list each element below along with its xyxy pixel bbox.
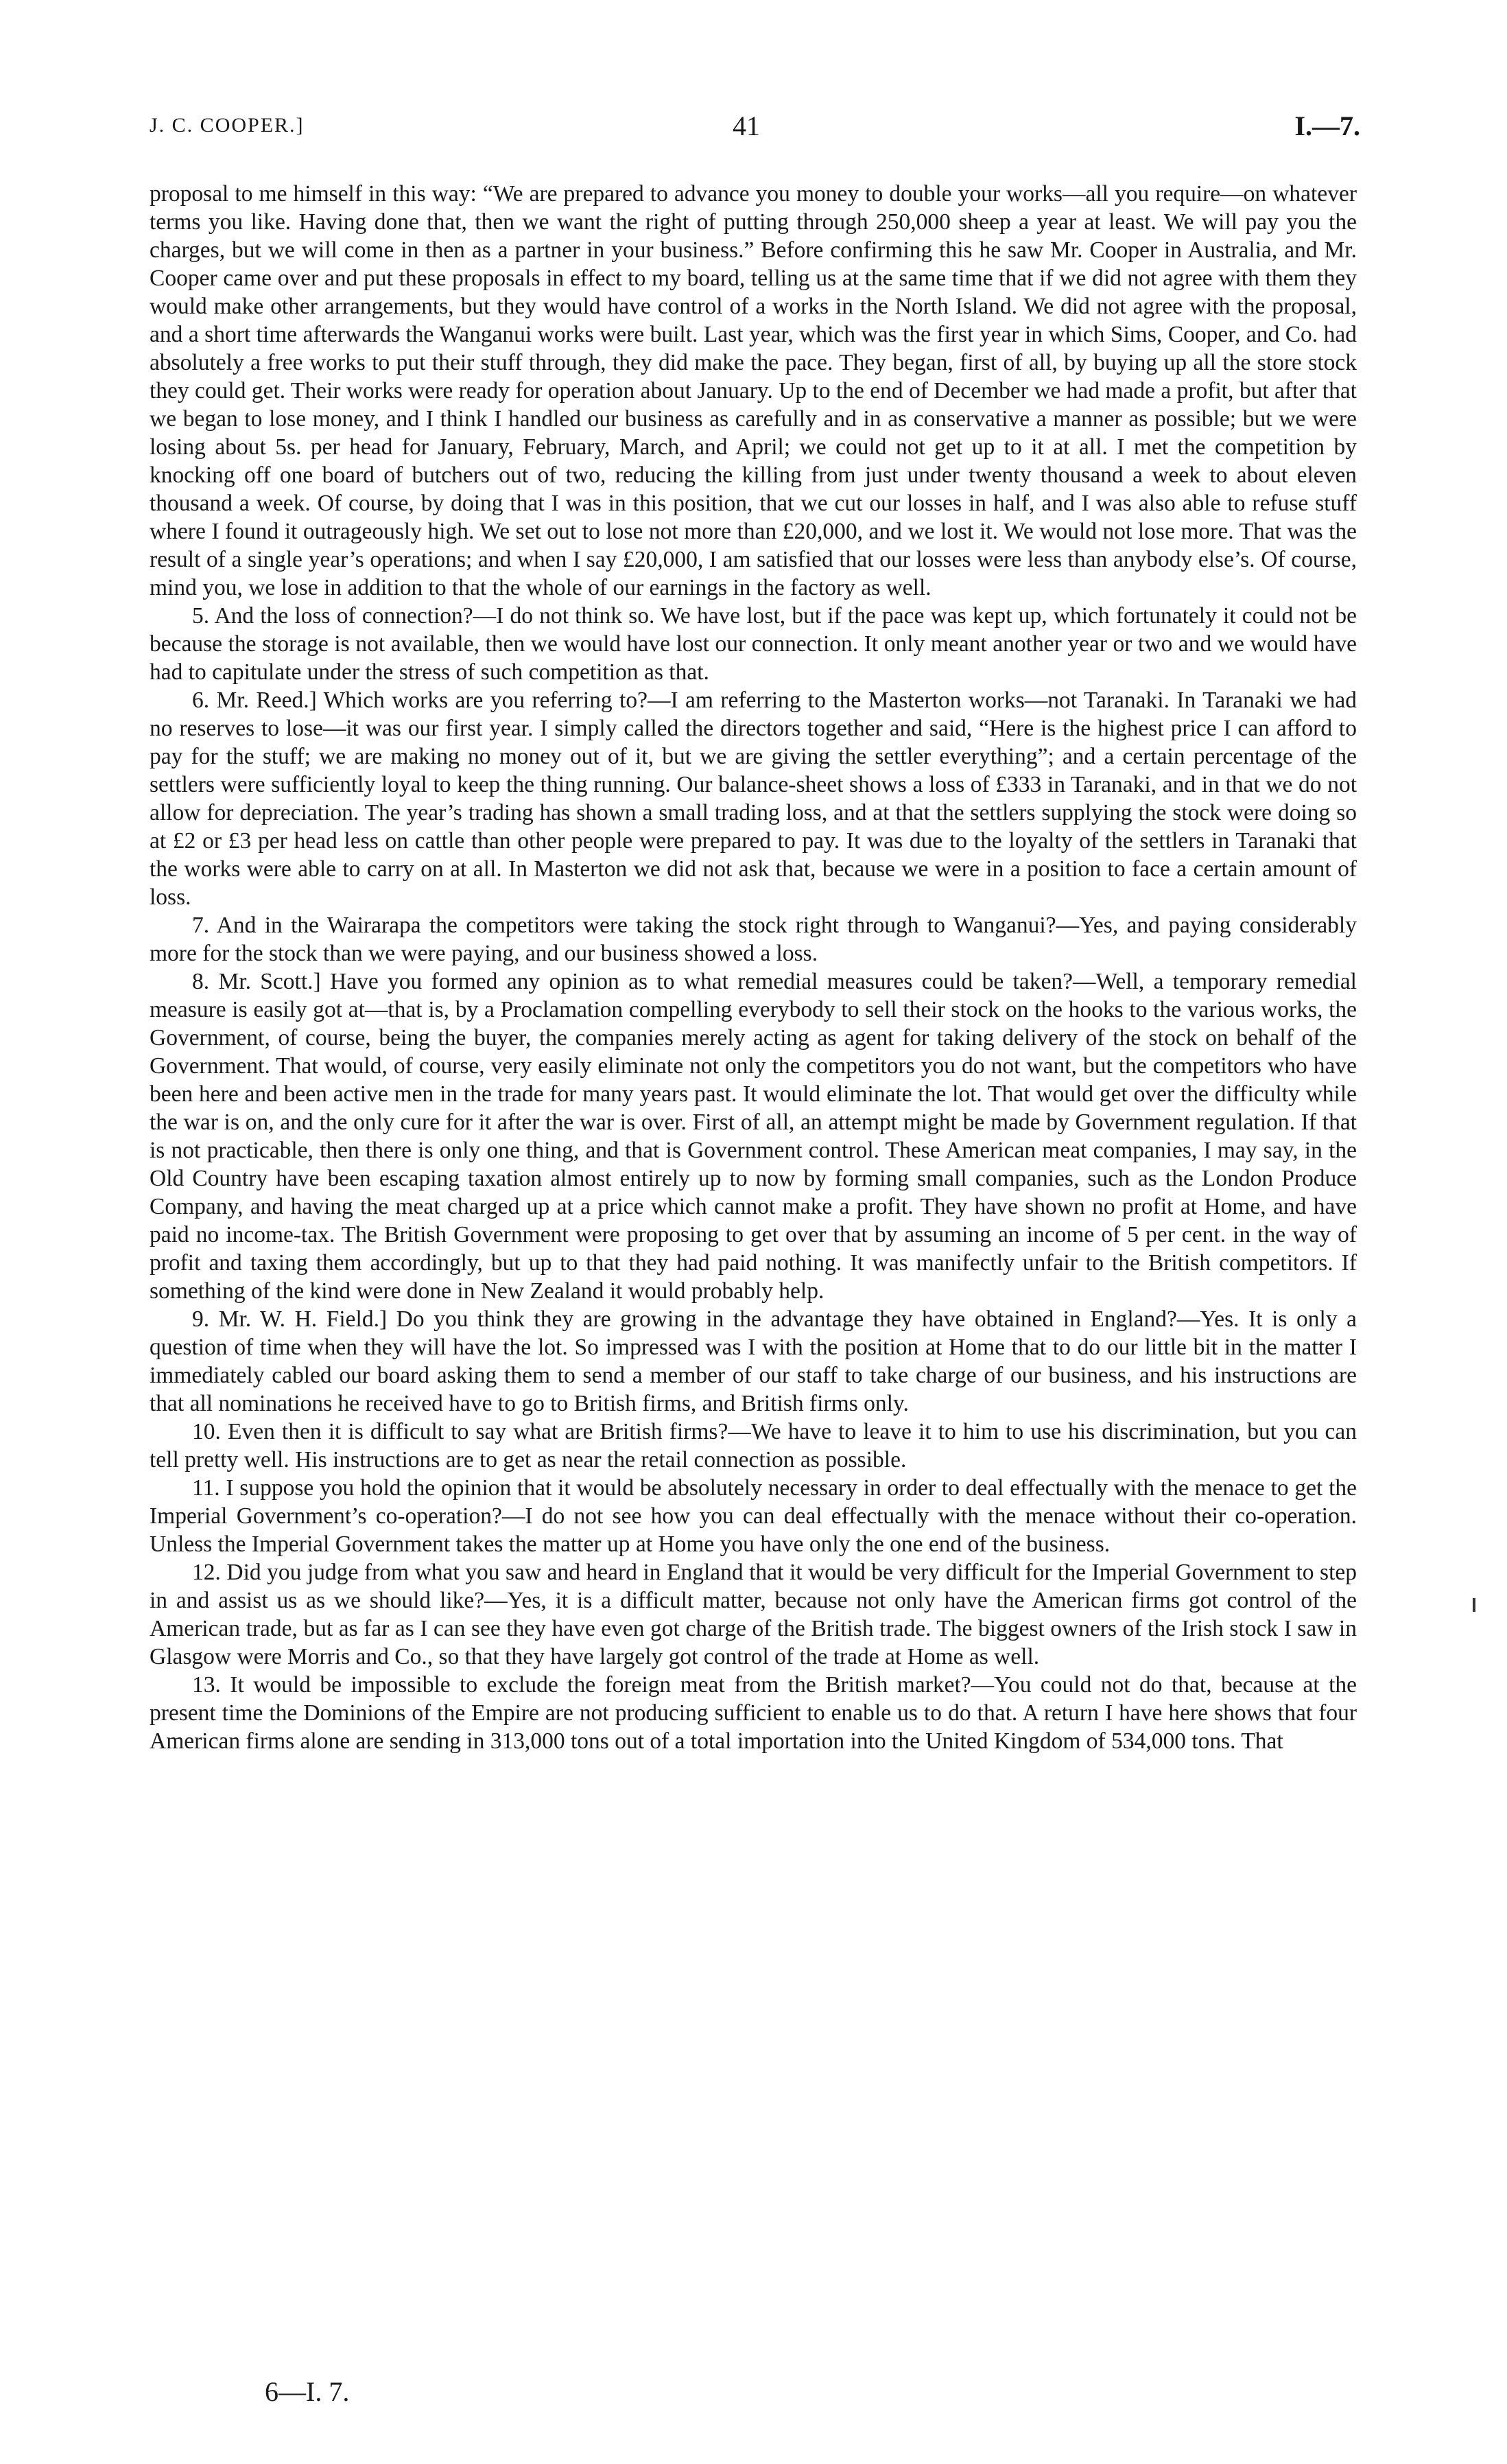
header-paper-ref: I.—7. bbox=[1294, 110, 1360, 141]
margin-mark bbox=[1473, 1598, 1475, 1612]
paragraph-question-5: 5. And the loss of connection?—I do not think so. We have lost, but if the pace was kept up, which fortunately it could not be because the storage is not available, then we would have lost our connection. It only meant another year or two and we would have had to capitulate under the stress of such competition as that. bbox=[150, 603, 1357, 685]
header-page-number: 41 bbox=[733, 110, 760, 141]
paragraph-question-9: 9. Mr. W. H. Field.] Do you think they are growing in the advantage they have obtained in England?—Yes. It is only a question of time when they will have the lot. So impressed was I with the position at Home that to do our little bit in the matter I immediately cabled our board asking them to send a member of our staff to take charge of our business, and his instructions are that all nominations he received have to go to British firms, and British firms only. bbox=[150, 1306, 1357, 1416]
header-witness: J. C. COOPER.] bbox=[150, 114, 305, 137]
body-text bbox=[150, 180, 1357, 1755]
paragraph-question-12: 12. Did you judge from what you saw and heard in England that it would be very difficult for the Imperial Government to step in and assist us as we should like?—Yes, it is a difficult matter, because not only have the American firms got control of the American trade, but as far as I can see they have even got charge of the British trade. The biggest owners of the Irish stock I saw in Glasgow were Morris and Co., so that they have largely got control of the trade at Home as well. bbox=[150, 1560, 1357, 1669]
paragraph-question-10: 10. Even then it is difficult to say what are British firms?—We have to leave it to him to use his discrimination, but you can tell pretty well. His instructions are to get as near the retail connection as possible. bbox=[150, 1419, 1357, 1472]
paragraph-question-7: 7. And in the Wairarapa the competitors were taking the stock right through to Wanganui?—Yes, and paying considerably more for the stock than we were paying, and our business showed a loss. bbox=[150, 913, 1357, 966]
footer-signature: 6—I. 7. bbox=[265, 2376, 350, 2407]
paragraph-question-11: 11. I suppose you hold the opinion that it would be absolutely necessary in order to deal effectually with the menace to get the Imperial Government’s co-operation?—I do not see how you can deal effectually with the menace without their co-operation. Unless the Imperial Government takes the matter up at Home you have only the one end of the business. bbox=[150, 1475, 1357, 1557]
paragraph-question-8: 8. Mr. Scott.] Have you formed any opinion as to what remedial measures could be taken?—Well, a temporary remedial measure is easily got at—that is, by a Proclamation compelling everybody to sell their stock on the hooks to the various works, the Government, of course, being the buyer, the companies merely acting as agent for taking delivery of the stock on behalf of the Government. That would, of course, very easily eliminate not only the competitors you do not want, but the competitors who have been here and been active men in the trade for many years past. It would eliminate the lot. That would get over the difficulty while the war is on, and the only cure for it after the war is over. First of all, an attempt might be made by Government regulation. If that is not practicable, then there is only one thing, and that is Government control. These American meat companies, I may say, in the Old Country have been escaping taxation almost entirely up to now by forming small companies, such as the London Produce Company, and having the meat charged up at a price which cannot make a profit. They have shown no profit at Home, and have paid no income-tax. The British Government were proposing to get over that by assuming an income of 5 per cent. in the way of profit and taxing them accordingly, but up to that they had paid nothing. It was manifectly unfair to the British competitors. If something of the kind were done in New Zealand it would probably help. bbox=[150, 969, 1357, 1304]
paragraph-continuation: proposal to me himself in this way: “We are prepared to advance you money to double your works—all you require—on whatever terms you like. Having done that, then we want the right of putting through 250,000 sheep a year at least. We will pay you the charges, but we will come in then as a partner in your business.” Before confirming this he saw Mr. Cooper in Australia, and Mr. Cooper came over and put these proposals in effect to my board, telling us at the same time that if we did not agree with them they would make other arrangements, but they would have control of a works in the North Island. We did not agree with the proposal, and a short time afterwards the Wanganui works were built. Last year, which was the first year in which Sims, Cooper, and Co. had absolutely a free works to put their stuff through, they did make the pace. They began, first of all, by buying up all the store stock they could get. Their works were ready for operation about January. Up to the end of December we had made a profit, but after that we began to lose money, and I think I handled our business as carefully and in as conservative a manner as possible; but we were losing about 5s. per head for January, February, March, and April; we could not get up to it at all. I met the competition by knocking off one board of butchers out of two, reducing the killing from just under twenty thousand a week to about eleven thousand a week. Of course, by doing that I was in this position, that we cut our losses in half, and I was also able to refuse stuff where I found it outrageously high. We set out to lose not more than £20,000, and we lost it. We would not lose more. That was the result of a single year’s operations; and when I say £20,000, I am satisfied that our losses were less than anybody else’s. Of course, mind you, we lose in addition to that the whole of our earnings in the factory as well. bbox=[150, 181, 1357, 600]
paragraph-question-13: 13. It would be impossible to exclude the foreign meat from the British market?—You could not do that, because at the present time the Dominions of the Empire are not producing sufficient to enable us to do that. A return I have here shows that four American firms alone are sending in 313,000 tons out of a total importation into the United Kingdom of 534,000 tons. That bbox=[150, 1672, 1357, 1754]
paragraph-question-6: 6. Mr. Reed.] Which works are you referring to?—I am referring to the Masterton works—not Taranaki. In Taranaki we had no reserves to lose—it was our first year. I simply called the directors together and said, “Here is the highest price I can afford to pay for the stuff; we are making no money out of it, but we are giving the settler everything”; and a certain percentage of the settlers were sufficiently loyal to keep the thing running. Our balance-sheet shows a loss of £333 in Taranaki, and in that we do not allow for depreciation. The year’s trading has shown a small trading loss, and at that the settlers supplying the stock were doing so at £2 or £3 per head less on cattle than other people were prepared to pay. It was due to the loyalty of the settlers in Taranaki that the works were able to carry on at all. In Masterton we did not ask that, because we were in a position to face a certain amount of loss. bbox=[150, 688, 1357, 910]
